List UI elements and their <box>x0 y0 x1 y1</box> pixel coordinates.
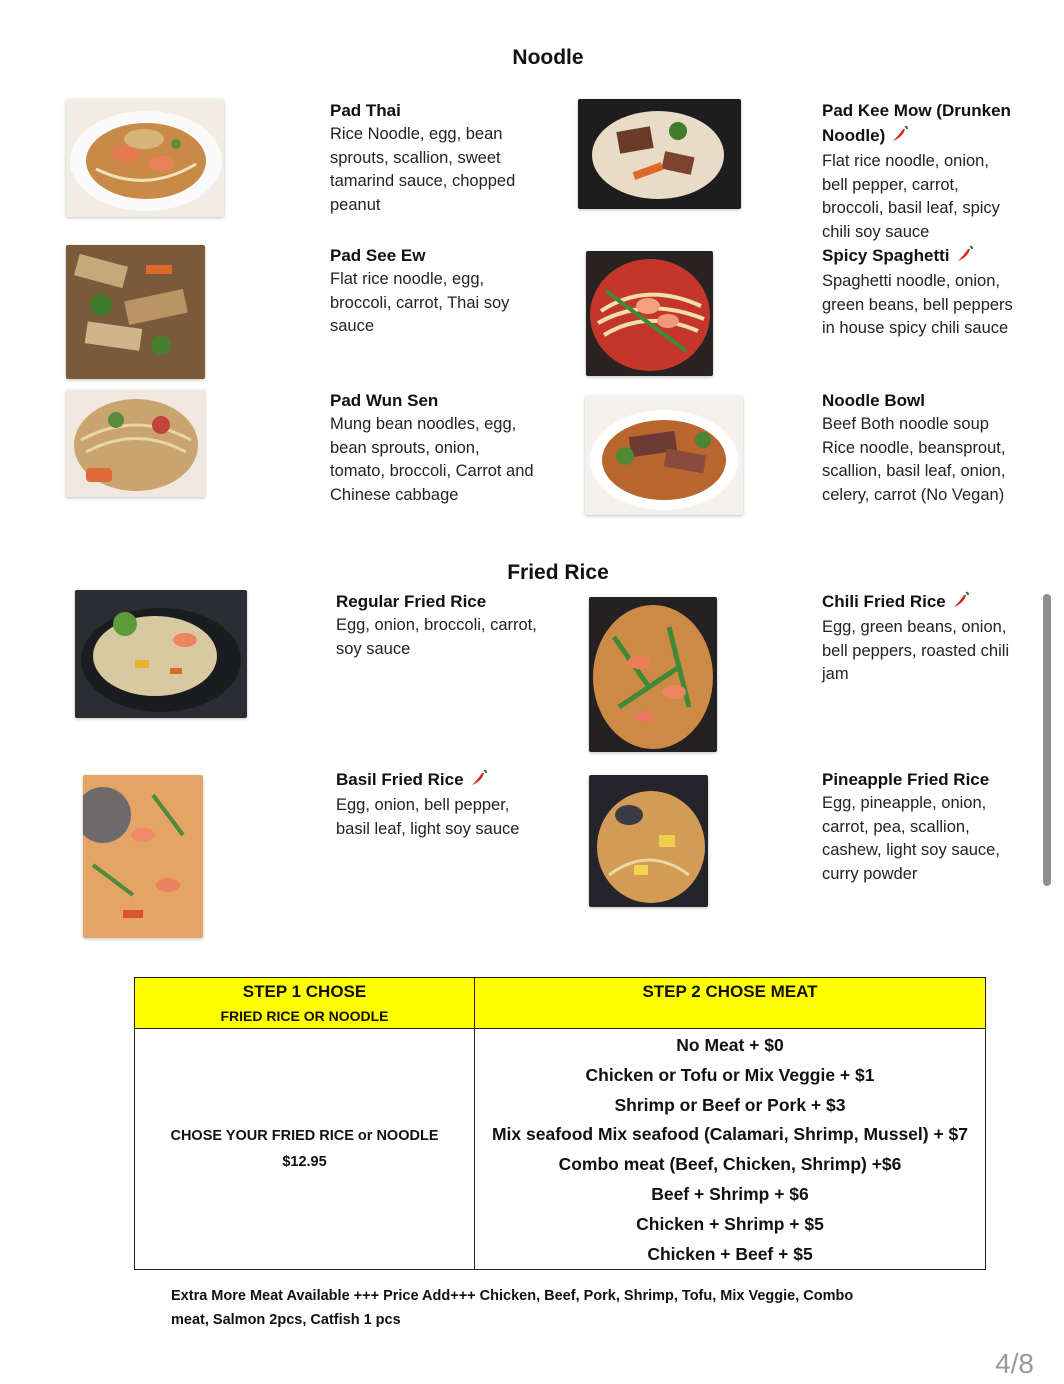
item-name: Noodle Bowl <box>822 391 925 410</box>
pineapple-fried-rice-photo <box>589 775 708 907</box>
step2-header <box>475 978 986 1029</box>
chili-pepper-icon <box>956 245 974 270</box>
menu-item-pad-see-ew <box>330 243 570 339</box>
step1-text: CHOSE YOUR FRIED RICE or NOODLE <box>170 1128 439 1145</box>
item-desc: Mung bean noodles, egg, bean sprouts, onion, tomato, broccoli, Carrot and Chinese cabbage <box>330 415 534 505</box>
item-desc: Egg, pineapple, onion, carrot, pea, scallion, cashew, light soy sauce, curry powder <box>822 794 1000 884</box>
item-name: Chili Fried Rice <box>822 589 1047 616</box>
step1-price: $12.95 <box>282 1154 327 1171</box>
noodle-section-title: Noodle <box>512 46 584 69</box>
item-name: Spicy Spaghetti <box>822 243 1047 270</box>
meat-option: Chicken or Tofu or Mix Veggie + $1 <box>585 1064 875 1085</box>
meat-option: No Meat + $0 <box>676 1035 784 1055</box>
menu-item-chili-fried-rice <box>822 589 1047 687</box>
item-name: Pad Kee Mow (Drunken Noodle) <box>822 98 1047 150</box>
fried-rice-section-title: Fried Rice <box>507 561 609 584</box>
meat-option: Chicken + Beef + $5 <box>647 1243 813 1264</box>
meat-option: Shrimp or Beef or Pork + $3 <box>614 1094 846 1115</box>
extra-meat-note: Extra More Meat Available +++ Price Add+++ Chicken, Beef, Pork, Shrimp, Tofu, Mix Veggie, Combo meat, Salmon 2pcs, Catfish 1 pcs <box>171 1288 854 1328</box>
chili-pepper-icon <box>952 591 970 616</box>
item-name: Regular Fried Rice <box>336 592 487 611</box>
step1-title: STEP 1 CHOSE <box>242 982 367 1001</box>
step1-header <box>135 978 475 1029</box>
item-desc: Beef Both noodle soup Rice noodle, beansprout, scallion, basil leaf, onion, celery, carrot (No Vegan) <box>822 415 1006 505</box>
item-name: Pad See Ew <box>330 246 426 265</box>
noodle-bowl-photo <box>585 396 743 515</box>
meat-option: Chicken + Shrimp + $5 <box>636 1213 824 1234</box>
meat-option: Beef + Shrimp + $6 <box>651 1183 809 1204</box>
vertical-scrollbar[interactable] <box>1043 594 1051 886</box>
menu-item-pad-kee-mow <box>822 98 1047 245</box>
item-desc: Egg, onion, bell pepper, basil leaf, light soy sauce <box>336 796 520 838</box>
item-name: Pad Wun Sen <box>330 391 439 410</box>
item-desc: Flat rice noodle, onion, bell pepper, carrot, broccoli, basil leaf, spicy chili soy sauce <box>822 152 1000 242</box>
meat-options <box>475 1029 986 1270</box>
step2-title: STEP 2 CHOSE MEAT <box>642 982 818 1001</box>
item-desc: Rice Noodle, egg, bean sprouts, scallion, sweet tamarind sauce, chopped peanut <box>330 125 516 215</box>
step1-subtitle: FRIED RICE OR NOODLE <box>220 1008 389 1024</box>
pad-wun-sen-photo <box>66 390 205 497</box>
step1-body <box>135 1029 475 1270</box>
menu-item-regular-fried-rice <box>336 589 576 661</box>
menu-item-basil-fried-rice <box>336 767 576 841</box>
item-desc: Spaghetti noodle, onion, green beans, bell peppers in house spicy chili sauce <box>822 272 1013 338</box>
item-name: Basil Fried Rice <box>336 767 576 794</box>
pad-thai-photo <box>66 99 224 217</box>
pad-see-ew-photo <box>66 245 205 379</box>
regular-fried-rice-photo <box>75 590 247 718</box>
pad-kee-mow-photo <box>578 99 741 209</box>
menu-item-pad-thai <box>330 98 570 218</box>
chili-pepper-icon <box>470 769 488 794</box>
menu-item-pad-wun-sen <box>330 388 570 508</box>
item-desc: Egg, onion, broccoli, carrot, soy sauce <box>336 616 537 658</box>
item-desc: Flat rice noodle, egg, broccoli, carrot, Thai soy sauce <box>330 270 510 336</box>
page-indicator: 4/8 <box>995 1348 1034 1379</box>
item-desc: Egg, green beans, onion, bell peppers, roasted chili jam <box>822 618 1010 684</box>
item-name: Pineapple Fried Rice <box>822 770 990 789</box>
item-name: Pad Thai <box>330 101 401 120</box>
basil-fried-rice-photo <box>83 775 203 938</box>
order-steps-table <box>134 977 986 1270</box>
menu-item-spicy-spaghetti <box>822 243 1047 341</box>
spicy-spaghetti-photo <box>586 251 713 376</box>
meat-option: Mix seafood Mix seafood (Calamari, Shrimp, Mussel) + $7 <box>491 1124 969 1145</box>
chili-fried-rice-photo <box>589 597 717 752</box>
menu-item-pineapple-fried-rice <box>822 767 1047 887</box>
meat-option: Combo meat (Beef, Chicken, Shrimp) +$6 <box>558 1154 902 1175</box>
chili-pepper-icon <box>891 125 909 150</box>
menu-item-noodle-bowl <box>822 388 1047 508</box>
